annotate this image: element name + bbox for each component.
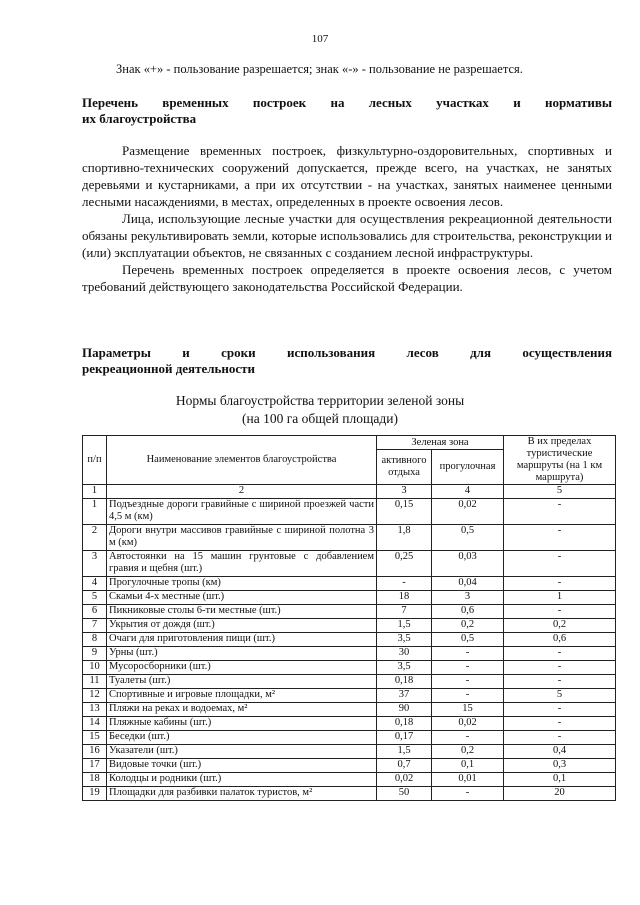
row-element-name: Пляжи на реках и водоемах, м²: [107, 703, 377, 717]
row-active-value: 0,18: [377, 717, 432, 731]
table-row: [83, 717, 616, 731]
row-tourist-value: -: [504, 703, 616, 717]
table-row: [83, 731, 616, 745]
row-walking-value: 3: [432, 591, 504, 605]
row-active-value: 0,25: [377, 551, 432, 577]
row-tourist-value: -: [504, 551, 616, 577]
row-element-name: Укрытия от дождя (шт.): [107, 619, 377, 633]
header-number: п/п: [83, 436, 107, 485]
row-tourist-value: -: [504, 525, 616, 551]
row-walking-value: 0,01: [432, 773, 504, 787]
row-element-name: Указатели (шт.): [107, 745, 377, 759]
row-walking-value: 0,2: [432, 619, 504, 633]
row-number: 7: [83, 619, 107, 633]
index-cell: 4: [432, 485, 504, 499]
row-walking-value: -: [432, 731, 504, 745]
row-number: 16: [83, 745, 107, 759]
heading-line-2: их благоустройства: [82, 111, 197, 126]
row-tourist-value: 0,1: [504, 773, 616, 787]
row-walking-value: 0,02: [432, 717, 504, 731]
paragraph: Размещение временных построек, физкультурно-оздоровительных, спортивных и спортивно-технических сооружений допускается, прежде всего, на участках, не занятых деревьями и кустарниками, а при их отсутствии - на участках, занятых наименее ценными лесными насаждениями, в местах, определенных в проекте освоения лесов.: [82, 143, 612, 209]
row-element-name: Беседки (шт.): [107, 731, 377, 745]
header-walking: прогулочная: [432, 450, 504, 485]
table-header-row: [83, 436, 616, 450]
row-number: 15: [83, 731, 107, 745]
improvement-norms-table: [82, 435, 616, 801]
header-active-rest: активного отдыха: [377, 450, 432, 485]
heading-line-2: рекреационной деятельности: [82, 361, 256, 376]
table-title-line-2: (на 100 га общей площади): [242, 411, 398, 426]
row-walking-value: -: [432, 661, 504, 675]
table-row: [83, 745, 616, 759]
table-index-row: [83, 485, 616, 499]
row-element-name: Мусоросборники (шт.): [107, 661, 377, 675]
row-number: 2: [83, 525, 107, 551]
row-element-name: Очаги для приготовления пищи (шт.): [107, 633, 377, 647]
row-walking-value: 0,2: [432, 745, 504, 759]
table-row: [83, 703, 616, 717]
table-row: [83, 689, 616, 703]
row-tourist-value: -: [504, 661, 616, 675]
row-tourist-value: 0,3: [504, 759, 616, 773]
table-row: [83, 661, 616, 675]
row-tourist-value: 0,6: [504, 633, 616, 647]
row-active-value: 1,5: [377, 745, 432, 759]
table-row: [83, 633, 616, 647]
row-number: 9: [83, 647, 107, 661]
row-element-name: Спортивные и игровые площадки, м²: [107, 689, 377, 703]
row-tourist-value: -: [504, 577, 616, 591]
row-element-name: Автостоянки на 15 машин грунтовые с добавлением гравия и щебня (шт.): [107, 551, 377, 577]
row-element-name: Урны (шт.): [107, 647, 377, 661]
row-tourist-value: -: [504, 605, 616, 619]
row-walking-value: 0,04: [432, 577, 504, 591]
row-walking-value: 0,02: [432, 499, 504, 525]
row-active-value: 0,15: [377, 499, 432, 525]
row-element-name: Видовые точки (шт.): [107, 759, 377, 773]
row-active-value: 1,8: [377, 525, 432, 551]
section-heading-temporary-buildings: [82, 95, 612, 127]
heading-line-1: Перечень временных построек на лесных участках и нормативы: [82, 95, 612, 110]
row-number: 3: [83, 551, 107, 577]
table-row: [83, 525, 616, 551]
row-tourist-value: 0,4: [504, 745, 616, 759]
index-cell: 2: [107, 485, 377, 499]
row-walking-value: 0,6: [432, 605, 504, 619]
section-heading-recreation-parameters: [82, 345, 612, 377]
table-body: [83, 499, 616, 801]
row-element-name: Пляжные кабины (шт.): [107, 717, 377, 731]
table-title: [0, 392, 640, 428]
table-title-line-1: Нормы благоустройства территории зеленой зоны: [175, 393, 465, 408]
row-tourist-value: -: [504, 717, 616, 731]
index-cell: 5: [504, 485, 616, 499]
row-element-name: Прогулочные тропы (км): [107, 577, 377, 591]
table-row: [83, 787, 616, 801]
header-tourist-routes: В их пределах туристические маршруты (на 1 км маршрута): [504, 436, 616, 485]
table-row: [83, 619, 616, 633]
row-element-name: Подъездные дороги гравийные с шириной проезжей части 4,5 м (км): [107, 499, 377, 525]
row-active-value: 0,18: [377, 675, 432, 689]
row-tourist-value: -: [504, 647, 616, 661]
row-number: 10: [83, 661, 107, 675]
header-element-name: Наименование элементов благоустройства: [107, 436, 377, 485]
row-active-value: 0,02: [377, 773, 432, 787]
row-active-value: 90: [377, 703, 432, 717]
index-cell: 1: [83, 485, 107, 499]
row-active-value: 0,7: [377, 759, 432, 773]
row-number: 19: [83, 787, 107, 801]
row-number: 1: [83, 499, 107, 525]
table-row: [83, 675, 616, 689]
table-row: [83, 647, 616, 661]
table-row: [83, 773, 616, 787]
permission-note: Знак «+» - пользование разрешается; знак «-» - пользование не разрешается.: [116, 62, 523, 76]
row-tourist-value: -: [504, 731, 616, 745]
row-walking-value: 0,5: [432, 525, 504, 551]
table-row: [83, 605, 616, 619]
row-tourist-value: 5: [504, 689, 616, 703]
row-tourist-value: 20: [504, 787, 616, 801]
row-number: 6: [83, 605, 107, 619]
index-cell: 3: [377, 485, 432, 499]
row-number: 18: [83, 773, 107, 787]
header-green-zone: Зеленая зона: [377, 436, 504, 450]
row-walking-value: 0,1: [432, 759, 504, 773]
table-row: [83, 759, 616, 773]
row-active-value: 30: [377, 647, 432, 661]
table-row: [83, 577, 616, 591]
row-active-value: 0,17: [377, 731, 432, 745]
paragraph: Перечень временных построек определяется в проекте освоения лесов, с учетом требований действующего законодательства Российской Федерации.: [82, 262, 612, 294]
row-active-value: 3,5: [377, 633, 432, 647]
row-walking-value: -: [432, 787, 504, 801]
row-element-name: Колодцы и родники (шт.): [107, 773, 377, 787]
row-element-name: Площадки для разбивки палаток туристов, м²: [107, 787, 377, 801]
table-row: [83, 551, 616, 577]
row-element-name: Туалеты (шт.): [107, 675, 377, 689]
paragraph: Лица, использующие лесные участки для осуществления рекреационной деятельности обязаны рекультивировать земли, которые использовались для строительства, реконструкции и (или) эксплуатации объектов, не связанных с созданием лесной инфраструктуры.: [82, 211, 612, 260]
row-active-value: 1,5: [377, 619, 432, 633]
row-number: 11: [83, 675, 107, 689]
row-active-value: 3,5: [377, 661, 432, 675]
row-active-value: -: [377, 577, 432, 591]
row-walking-value: 15: [432, 703, 504, 717]
row-walking-value: 0,5: [432, 633, 504, 647]
heading-line-1: Параметры и сроки использования лесов для осуществления: [82, 345, 612, 360]
row-walking-value: -: [432, 675, 504, 689]
row-walking-value: 0,03: [432, 551, 504, 577]
row-element-name: Пикниковые столы 6-ти местные (шт.): [107, 605, 377, 619]
table-row: [83, 591, 616, 605]
row-element-name: Дороги внутри массивов гравийные с шириной полотна 3 м (км): [107, 525, 377, 551]
row-tourist-value: -: [504, 499, 616, 525]
row-tourist-value: 1: [504, 591, 616, 605]
row-number: 13: [83, 703, 107, 717]
table-row: [83, 499, 616, 525]
row-walking-value: -: [432, 647, 504, 661]
row-active-value: 37: [377, 689, 432, 703]
row-active-value: 50: [377, 787, 432, 801]
body-text: [82, 142, 612, 295]
row-tourist-value: 0,2: [504, 619, 616, 633]
row-active-value: 18: [377, 591, 432, 605]
row-element-name: Скамьи 4-х местные (шт.): [107, 591, 377, 605]
row-number: 17: [83, 759, 107, 773]
row-number: 14: [83, 717, 107, 731]
row-number: 8: [83, 633, 107, 647]
row-number: 12: [83, 689, 107, 703]
row-number: 4: [83, 577, 107, 591]
row-tourist-value: -: [504, 675, 616, 689]
row-walking-value: -: [432, 689, 504, 703]
row-active-value: 7: [377, 605, 432, 619]
page-number: 107: [311, 33, 329, 45]
row-number: 5: [83, 591, 107, 605]
